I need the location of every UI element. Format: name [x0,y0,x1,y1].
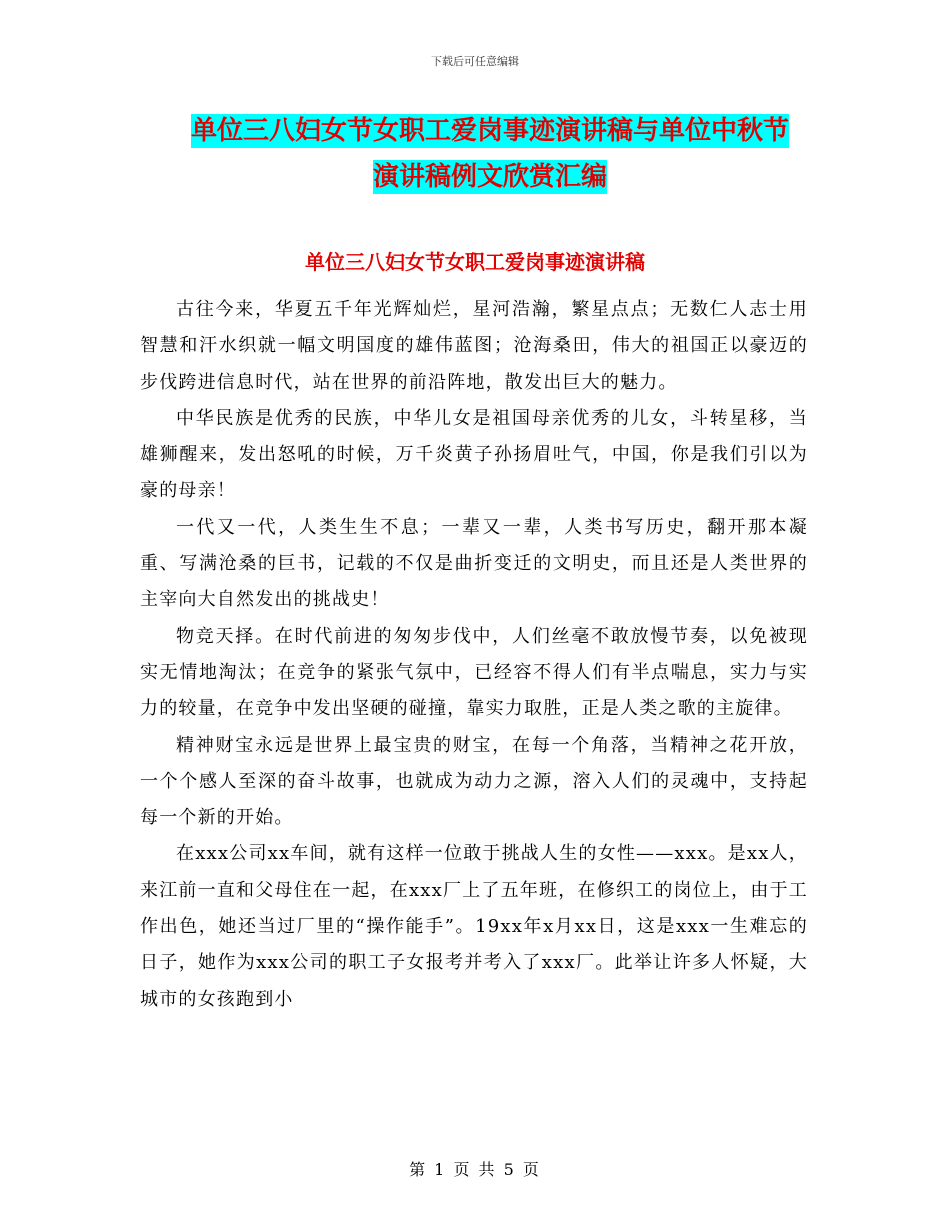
section-title: 单位三八妇女节女职工爱岗事迹演讲稿 [305,250,645,274]
document-title [140,108,840,200]
page-footer: 第 1 页 共 5 页 [409,1160,541,1179]
paragraph: 古往今来，华夏五千年光辉灿烂，星河浩瀚，繁星点点；无数仁人志士用智慧和汗水织就一幅文明国度的雄伟蓝图；沧海桑田，伟大的祖国正以豪迈的步伐跨进信息时代，站在世界的前沿阵地，散发出巨大的魅力。 [140,299,808,393]
paragraph: 一代又一代，人类生生不息；一辈又一辈，人类书写历史，翻开那本凝重、写满沧桑的巨书，记载的不仅是曲折变迁的文明史，而且还是人类世界的主宰向大自然发出的挑战史！ [140,516,808,611]
paragraph: 物竞天择。在时代前进的匆匆步伐中，人们丝毫不敢放慢节奏，以免被现实无情地淘汰；在竞争的紧张气氛中，已经容不得人们有半点喘息，实力与实力的较量，在竞争中发出坚硬的碰撞，靠实力取胜，正是人类之歌的主旋律。 [140,625,808,720]
title-line-1: 单位三八妇女节女职工爱岗事迹演讲稿与单位中秋节 [190,116,789,146]
paragraph: 在xxx公司xx车间，就有这样一位敢于挑战人生的女性——xxx。是xx人，来江前一直和父母住在一起，在xxx厂上了五年班，在修织工的岗位上，由于工作出色，她还当过厂里的“操作能手”。19xx年x月xx日，这是xxx一生难忘的日子，她作为xxx公司的职工子女报考并考入了xxx厂。此举让许多人怀疑，大城市的女孩跑到小 [140,843,808,1010]
header-note: 下载后可任意编辑 [431,55,519,68]
paragraph: 中华民族是优秀的民族，中华儿女是祖国母亲优秀的儿女，斗转星移，当雄狮醒来，发出怒吼的时候，万千炎黄子孙扬眉吐气，中国，你是我们引以为豪的母亲！ [140,407,808,502]
document-body [140,292,808,1018]
paragraph: 精神财宝永远是世界上最宝贵的财宝，在每一个角落，当精神之花开放，一个个感人至深的奋斗故事，也就成为动力之源，溶入人们的灵魂中，支持起每一个新的开始。 [140,734,808,829]
title-line-2: 演讲稿例文欣赏汇编 [372,162,607,192]
